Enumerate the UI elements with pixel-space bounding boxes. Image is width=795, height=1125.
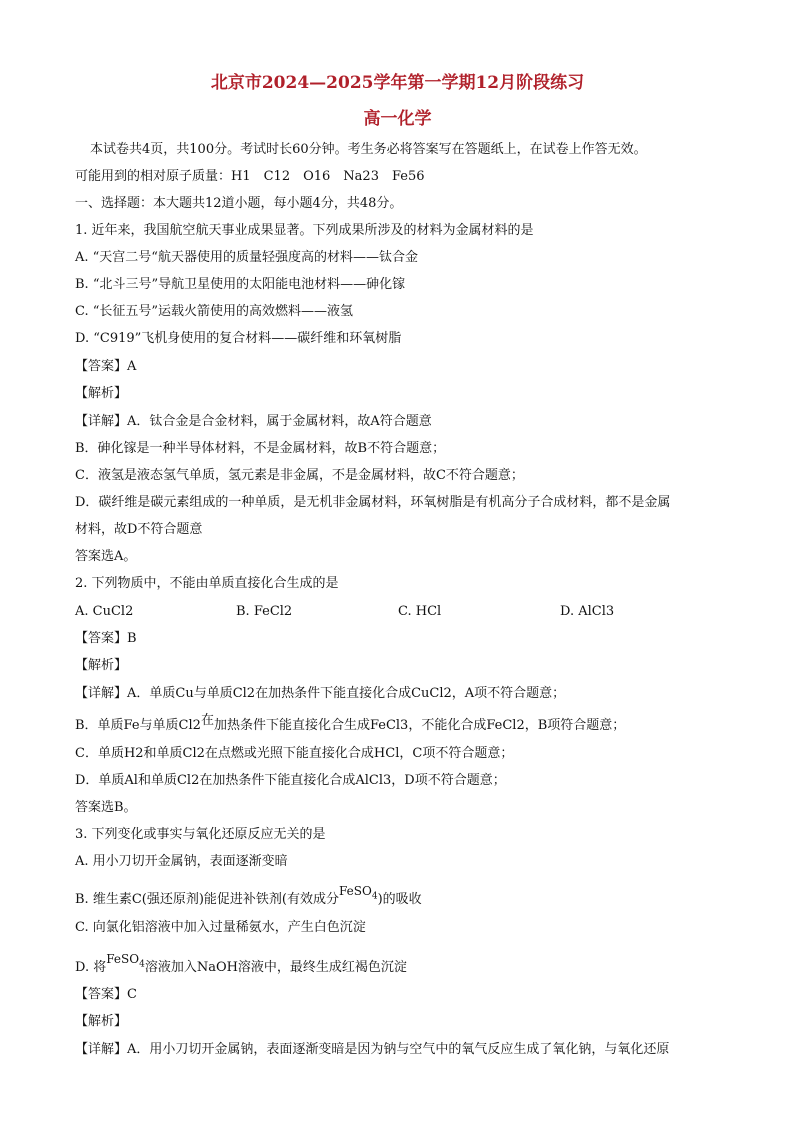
q2-option-b: B. FeCl2	[236, 604, 293, 619]
q3-analysis-label: 【解析】	[75, 1014, 128, 1029]
atomic-mass-line: 可能用到的相对原子质量：H1 C12 O16 Na23 Fe56	[75, 169, 425, 184]
q3-option-c: C. 向氯化铝溶液中加入过量稀氨水，产生白色沉淀	[75, 920, 366, 935]
section-heading: 一、选择题：本大题共12道小题，每小题4分，共48分。	[75, 196, 403, 211]
q3-option-b-post: )的吸收	[377, 892, 422, 907]
q2-detail-b-pre: B．单质Fe与单质Cl2	[75, 718, 201, 733]
q1-detail-b: B．砷化镓是一种半导体材料，不是金属材料，故B不符合题意；	[75, 441, 446, 456]
q2-detail-c: C．单质H2和单质Cl2在点燃或光照下能直接化合成HCl，C项不符合题意；	[75, 746, 514, 761]
q3-stem: 3. 下列变化或事实与氧化还原反应无关的是	[75, 827, 326, 842]
q1-option-b: B. “北斗三号”导航卫星使用的太阳能电池材料——砷化镓	[75, 277, 406, 292]
q3-detail-a: 【详解】A．用小刀切开金属钠，表面逐渐变暗是因为钠与空气中的氧气反应生成了氧化钠，与氧化还原	[75, 1042, 670, 1057]
q1-detail-d-line1: D．碳纤维是碳元素组成的一种单质，是无机非金属材料，环氧树脂是有机高分子合成材料，都不是金属	[75, 495, 671, 510]
q1-option-a: A. “天宫二号“航天器使用的质量轻强度高的材料——钛合金	[75, 250, 418, 265]
q2-option-a: A. CuCl2	[75, 604, 134, 619]
q2-detail-a: 【详解】A．单质Cu与单质Cl2在加热条件下能直接化合成CuCl2，A项不符合题意；	[75, 686, 566, 701]
q2-answer: 【答案】B	[75, 631, 137, 646]
q3-option-b-formula: FeSO$_4$	[338, 884, 378, 902]
page-title: 北京市2024—2025学年第一学期12月阶段练习	[210, 73, 585, 93]
q3-option-d-post: 溶液加入NaOH溶液中，最终生成红褐色沉淀	[144, 960, 407, 975]
q2-detail-d: D．单质Al和单质Cl2在加热条件下能直接化合成AlCl3，D项不符合题意；	[75, 773, 506, 788]
q1-conclusion: 答案选A。	[75, 549, 137, 564]
q3-option-d-formula: FeSO$_4$	[106, 952, 145, 970]
q1-detail-a: 【详解】A．钛合金是合金材料，属于金属材料，故A符合题意	[75, 414, 432, 429]
q3-answer: 【答案】C	[75, 987, 137, 1002]
q2-detail-b	[75, 713, 626, 735]
q1-stem: 1. 近年来，我国航空航天事业成果显著。下列成果所涉及的材料为金属材料的是	[75, 223, 534, 238]
q2-option-d: D. AlCl3	[560, 604, 615, 619]
q1-option-d: D. “C919”飞机身使用的复合材料——碳纤维和环氧树脂	[75, 331, 402, 346]
q2-analysis-label: 【解析】	[75, 658, 128, 673]
q2-stem: 2. 下列物质中，不能由单质直接化合生成的是	[75, 576, 339, 591]
q3-option-b-pre: B. 维生素C(强还原剂)能促进补铁剂(有效成分	[75, 892, 339, 907]
intro-text: 本试卷共4页，共100分。考试时长60分钟。考生务必将答案写在答题纸上，在试卷上作答无效。	[90, 142, 647, 157]
q1-option-c: C. “长征五号”运载火箭使用的高效燃料——液氢	[75, 304, 354, 319]
q2-conclusion: 答案选B。	[75, 800, 137, 815]
q1-answer: 【答案】A	[75, 359, 137, 374]
q3-option-a: A. 用小刀切开金属钠，表面逐渐变暗	[75, 854, 288, 869]
q3-option-b	[75, 884, 422, 913]
q2-detail-b-post: 加热条件下能直接化合生成FeCl3，不能化合成FeCl2，B项符合题意；	[213, 718, 626, 733]
q2-detail-b-zai: 在	[200, 713, 214, 728]
q1-analysis-label: 【解析】	[75, 386, 128, 401]
page-subtitle: 高一化学	[363, 109, 432, 129]
q3-option-d-pre: D. 将	[75, 960, 107, 975]
q1-detail-d-line2: 材料，故D不符合题意	[75, 522, 203, 537]
q3-option-d	[75, 952, 407, 981]
q1-detail-c: C．液氢是液态氢气单质，氢元素是非金属，不是金属材料，故C不符合题意；	[75, 468, 524, 483]
q2-option-c: C. HCl	[398, 604, 442, 619]
